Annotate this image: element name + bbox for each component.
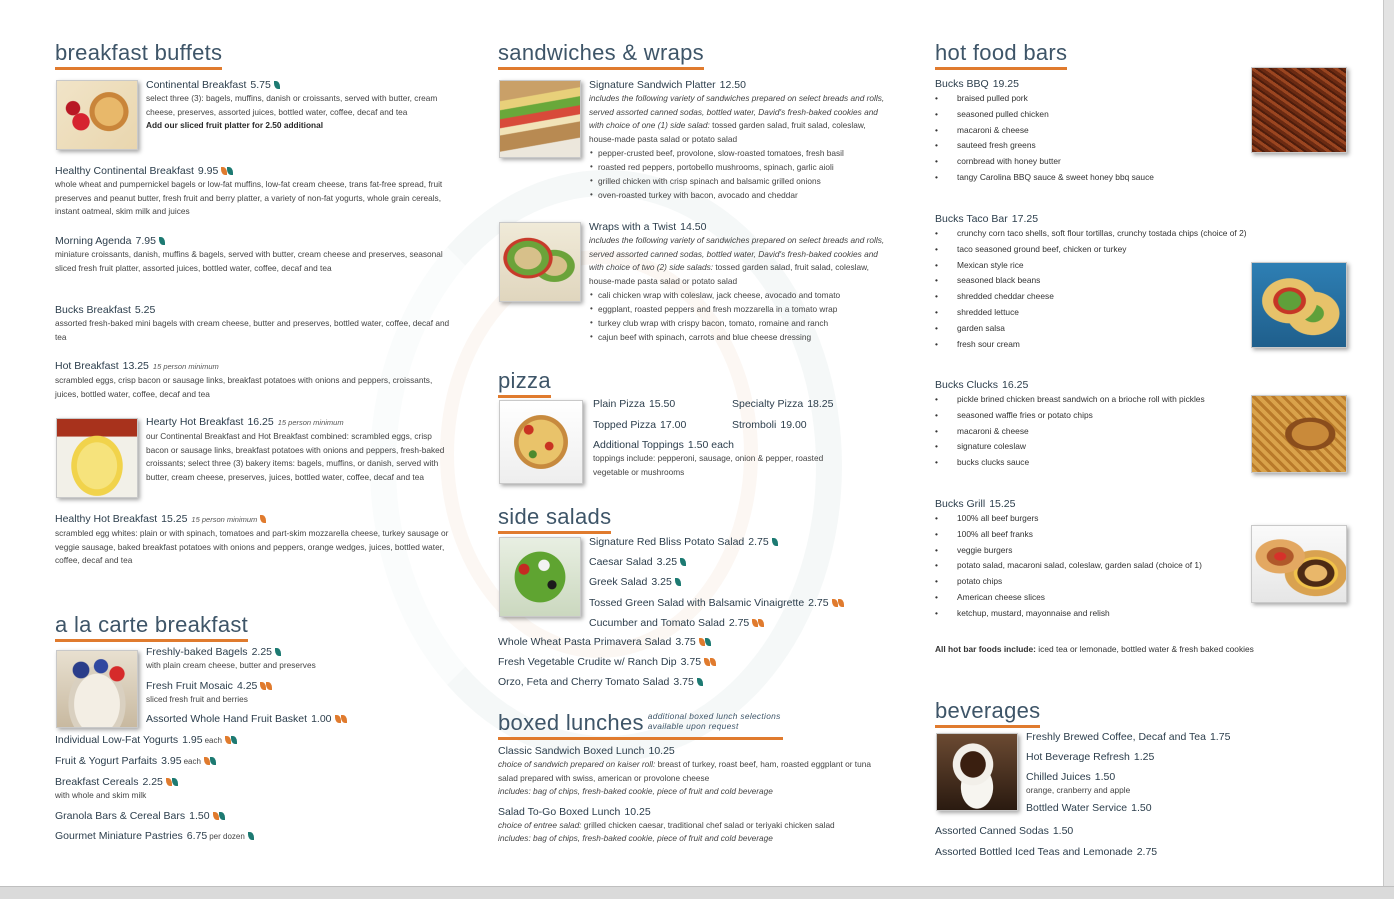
wraps-photo: [499, 222, 581, 302]
bucks-breakfast-desc: assorted fresh-baked mini bagels with cream cheese, butter and preserves, bottled water, coffee, decaf and tea: [55, 318, 450, 342]
morning-agenda-title: Morning Agenda 7.95: [55, 234, 453, 248]
list-item: • pickle brined chicken breast sandwich on a brioche roll with pickles: [935, 392, 1255, 408]
bagels-desc: with plain cream cheese, butter and preserves: [146, 660, 316, 670]
sandwich-platter-title: Signature Sandwich Platter 12.50: [589, 79, 746, 91]
cereals-desc: with whole and skim milk: [55, 790, 147, 800]
hot-food-bars-heading: hot food bars: [935, 40, 1067, 70]
list-item: • fresh sour cream: [935, 337, 1295, 353]
toppings-title: Additional Toppings 1.50 each: [593, 439, 735, 451]
list-item: • pepper-crusted beef, provolone, slow-roasted tomatoes, fresh basil: [589, 146, 889, 160]
leaf-green-icon: [172, 778, 178, 786]
column-left: [55, 40, 455, 842]
muffin-photo: [56, 80, 138, 150]
leaf-orange-icon: [335, 715, 341, 723]
taco-bar-title: Bucks Taco Bar 17.25: [935, 213, 1039, 225]
column-middle: [498, 40, 893, 843]
leaf-green-icon: [675, 578, 681, 586]
taco-bar-list: [935, 226, 1295, 352]
breakfast-buffets-heading: breakfast buffets: [55, 40, 222, 70]
list-item: • ketchup, mustard, mayonnaise and relish: [935, 606, 1255, 622]
classic-boxed-desc: choice of sandwich prepared on kaiser roll: breast of turkey, roast beef, ham, roasted eggplant or tuna salad prepared with swiss, american or provolone cheese: [498, 759, 871, 783]
hearty-hot-title: Hearty Hot Breakfast 16.25 15 person minimum: [146, 416, 344, 428]
list-item: • oven-roasted turkey with bacon, avocado and cheddar: [589, 188, 889, 202]
fruit-basket-title: Assorted Whole Hand Fruit Basket 1.00: [146, 712, 451, 726]
sandwich-platter-list: [589, 146, 889, 202]
hot-breakfast-title: Hot Breakfast 13.25 15 person minimum: [55, 360, 219, 372]
list-item: • grilled chicken with crisp spinach and balsamic grilled onions: [589, 174, 889, 188]
parfaits-title: Fruit & Yogurt Parfaits 3.95 each: [55, 754, 453, 769]
healthy-continental-desc: whole wheat and pumpernickel bagels or low-fat muffins, low-fat cream cheese, trans fat-free spread, fruit preserves and peanut butter, fresh fruit and berry platter, a variety of non-fat yogurts, whole grain cereals, instant oatmeal, skim milk and juices: [55, 179, 443, 216]
classic-boxed-title: Classic Sandwich Boxed Lunch 10.25: [498, 745, 675, 757]
list-item: • macaroni & cheese: [935, 123, 1245, 139]
right-scroll-edge: [1383, 0, 1394, 886]
healthy-continental-title: Healthy Continental Breakfast 9.95: [55, 164, 453, 178]
morning-agenda-desc: miniature croissants, danish, muffins & bagels, served with butter, cream cheese and preserves, seasonal sliced fresh fruit platter, assorted juices, bottled water, coffee, decaf and tea: [55, 249, 443, 273]
wraps-title: Wraps with a Twist 14.50: [589, 221, 707, 233]
sodas-title: Assorted Canned Sodas 1.50: [935, 825, 1074, 837]
list-item: • signature coleslaw: [935, 439, 1255, 455]
bucks-grill-list: [935, 511, 1255, 622]
leaf-green-icon: [159, 237, 165, 245]
list-item: • veggie burgers: [935, 543, 1255, 559]
leaf-green-icon: [274, 81, 280, 89]
wraps-list: [589, 288, 889, 344]
list-item: • cornbread with honey butter: [935, 154, 1245, 170]
yogurt-parfait-photo: [56, 650, 138, 728]
leaf-orange-icon: [710, 658, 716, 666]
list-item: • 100% all beef franks: [935, 527, 1255, 543]
leaf-orange-icon: [213, 812, 219, 820]
list-item: • turkey club wrap with crispy bacon, tomato, romaine and ranch: [589, 316, 889, 330]
list-item: • potato salad, macaroni salad, coleslaw, garden salad (choice of 1): [935, 558, 1255, 574]
hearty-hot-desc: our Continental Breakfast and Hot Breakfast combined: scrambled eggs, crisp bacon or sausage links, breakfast potatoes with onions and peppers, fresh-baked croissants; select three (3) bakery items: bagels, muffins, or danish, served with butter, cream cheese, preserves, juices, bottled water, coffee, decaf and tea: [146, 431, 445, 482]
leaf-orange-icon: [758, 619, 764, 627]
salad-boxed-desc: choice of entree salad: grilled chicken caesar, traditional chef salad or teriyaki chicken salad: [498, 819, 835, 830]
bottom-edge: [0, 886, 1394, 899]
plain-pizza: Plain Pizza 15.50: [593, 398, 676, 410]
side-salad-item: Whole Wheat Pasta Primavera Salad 3.75: [498, 635, 888, 655]
side-salad-item: Cucumber and Tomato Salad 2.75: [589, 616, 889, 636]
iced-teas-title: Assorted Bottled Iced Teas and Lemonade 2.75: [935, 846, 1158, 858]
leaf-green-icon: [227, 167, 233, 175]
coffee-title: Freshly Brewed Coffee, Decaf and Tea 1.75: [1026, 731, 1231, 743]
list-item: • sauteed fresh greens: [935, 138, 1245, 154]
bucks-bbq-title: Bucks BBQ 19.25: [935, 78, 1019, 90]
bucks-bbq-list: [935, 91, 1245, 186]
leaf-green-icon: [248, 832, 254, 840]
boxed-lunches-subtitle: additional boxed lunch selections available upon request: [647, 711, 781, 731]
list-item: • braised pulled pork: [935, 91, 1245, 107]
leaf-green-icon: [210, 757, 216, 765]
list-item: • crunchy corn taco shells, soft flour tortillas, crunchy tostada chips (choice of 2): [935, 226, 1295, 242]
leaf-orange-icon: [166, 778, 172, 786]
salad-photo: [499, 537, 581, 617]
list-item: • seasoned pulled chicken: [935, 107, 1245, 123]
juices-desc: orange, cranberry and apple: [1026, 785, 1131, 795]
yogurts-title: Individual Low-Fat Yogurts 1.95 each: [55, 733, 453, 748]
a-la-carte-heading: a la carte breakfast: [55, 612, 248, 642]
leaf-green-icon: [219, 812, 225, 820]
toppings-desc: toppings include: pepperoni, sausage, onion & pepper, roasted vegetable or mushrooms: [593, 453, 824, 477]
topped-pizza: Topped Pizza 17.00: [593, 419, 687, 431]
healthy-hot-desc: scrambled egg whites: plain or with spinach, tomatoes and part-skim mozzarella cheese, turkey sausage or veggie sausage, baked breakfast potatoes with onions and peppers, orange wedges, juices, bottled water, coffee, decaf and tea: [55, 528, 449, 565]
bucks-clucks-list: [935, 392, 1255, 471]
pulled-pork-photo: [1251, 67, 1347, 153]
leaf-green-icon: [772, 538, 778, 546]
sandwich-platter-desc: includes the following variety of sandwiches prepared on select breads and rolls, served assorted canned sodas, bottled water, David's fresh-baked cookies and with choice of one (1) side salad: tossed garden salad, fruit salad, coleslaw, house-made pasta salad or potato salad: [589, 93, 885, 144]
pizza-photo: [499, 400, 583, 484]
continental-breakfast-desc: select three (3): bagels, muffins, danish or croissants, served with butter, cream cheese, preserves, assorted juices, bottled water, coffee, decaf and tea: [146, 93, 438, 117]
burger-hotdog-photo: [1251, 525, 1347, 603]
juices-title: Chilled Juices 1.50: [1026, 771, 1116, 783]
fruit-mosaic-title: Fresh Fruit Mosaic 4.25: [146, 679, 451, 693]
side-salad-item: Signature Red Bliss Potato Salad 2.75: [589, 535, 889, 555]
hot-refresh-title: Hot Beverage Refresh 1.25: [1026, 751, 1155, 763]
bagels-title: Freshly-baked Bagels 2.25: [146, 645, 451, 659]
leaf-orange-icon: [341, 715, 347, 723]
side-salads-heading: side salads: [498, 504, 611, 534]
list-item: • garden salsa: [935, 321, 1295, 337]
bucks-clucks-title: Bucks Clucks 16.25: [935, 379, 1029, 391]
list-item: • cajun beef with spinach, carrots and blue cheese dressing: [589, 330, 889, 344]
boxed-lunches-heading: boxed lunches additional boxed lunch selections available upon request: [498, 710, 783, 740]
leaf-orange-icon: [699, 638, 705, 646]
list-item: • eggplant, roasted peppers and fresh mozzarella in a tomato wrap: [589, 302, 889, 316]
continental-breakfast-title: Continental Breakfast 5.75: [146, 78, 451, 92]
list-item: • roasted red peppers, portobello mushrooms, spinach, garlic aioli: [589, 160, 889, 174]
sandwich-photo: [499, 80, 581, 158]
leaf-orange-icon: [832, 599, 838, 607]
classic-boxed-includes: includes: bag of chips, fresh-baked cookie, piece of fruit and cold beverage: [498, 786, 773, 796]
list-item: • shredded cheddar cheese: [935, 289, 1295, 305]
list-item: • taco seasoned ground beef, chicken or turkey: [935, 242, 1295, 258]
side-salad-item: Orzo, Feta and Cherry Tomato Salad 3.75: [498, 675, 888, 695]
fruit-platter-note: Add our sliced fruit platter for 2.50 additional: [146, 120, 324, 130]
list-item: • cali chicken wrap with coleslaw, jack cheese, avocado and tomato: [589, 288, 889, 302]
chicken-sandwich-photo: [1251, 395, 1347, 473]
pizza-row-2: [593, 418, 893, 438]
leaf-green-icon: [705, 638, 711, 646]
leaf-green-icon: [680, 558, 686, 566]
hot-bar-includes-note: All hot bar foods include: iced tea or lemonade, bottled water & fresh baked cookies: [935, 644, 1254, 654]
leaf-green-icon: [697, 678, 703, 686]
stromboli: Stromboli 19.00: [732, 419, 807, 431]
coffee-cup-photo: [936, 733, 1018, 811]
salad-boxed-includes: includes: bag of chips, fresh-baked cookie, piece of fruit and cold beverage: [498, 833, 773, 843]
list-item: • tangy Carolina BBQ sauce & sweet honey bbq sauce: [935, 170, 1245, 186]
list-item: • potato chips: [935, 574, 1255, 590]
water-title: Bottled Water Service 1.50: [1026, 801, 1152, 814]
wraps-desc: includes the following variety of sandwiches prepared on select breads and rolls, served assorted canned sodas, bottled water, David's fresh-baked cookies and with choice of two (2) side salads: tossed garden salad, fruit salad, coleslaw, house-made pasta salad or potato salad: [589, 235, 885, 286]
bucks-breakfast-title: Bucks Breakfast 5.25: [55, 304, 156, 316]
leaf-orange-icon: [266, 682, 272, 690]
list-item: • Mexican style rice: [935, 258, 1295, 274]
salad-boxed-title: Salad To-Go Boxed Lunch 10.25: [498, 805, 651, 818]
leaf-green-icon: [231, 736, 237, 744]
scrambled-eggs-photo: [56, 418, 138, 498]
leaf-orange-icon: [260, 515, 266, 523]
fruit-mosaic-desc: sliced fresh fruit and berries: [146, 693, 248, 704]
cereals-title: Breakfast Cereals 2.25: [55, 775, 453, 789]
side-salad-item: Caesar Salad 3.25: [589, 555, 889, 575]
pizza-heading: pizza: [498, 368, 551, 398]
bucks-grill-title: Bucks Grill 15.25: [935, 498, 1016, 510]
specialty-pizza: Specialty Pizza 18.25: [732, 398, 834, 410]
granola-title: Granola Bars & Cereal Bars 1.50: [55, 809, 453, 823]
list-item: • seasoned black beans: [935, 273, 1295, 289]
list-item: • American cheese slices: [935, 590, 1255, 606]
pastries-title: Gourmet Miniature Pastries 6.75 per dozen: [55, 829, 453, 844]
beverages-heading: beverages: [935, 698, 1040, 728]
list-item: • bucks clucks sauce: [935, 455, 1255, 471]
side-salad-item: Fresh Vegetable Crudite w/ Ranch Dip 3.75: [498, 655, 888, 675]
pizza-row-1: [593, 397, 893, 418]
healthy-hot-title: Healthy Hot Breakfast 15.25 15 person minimum: [55, 512, 455, 527]
list-item: • 100% all beef burgers: [935, 511, 1255, 527]
side-salad-item: Greek Salad 3.25: [589, 575, 889, 596]
leaf-green-icon: [275, 648, 281, 656]
list-item: • shredded lettuce: [935, 305, 1295, 321]
list-item: • macaroni & cheese: [935, 424, 1255, 440]
hot-breakfast-desc: scrambled eggs, crisp bacon or sausage links, breakfast potatoes with onions and peppers, croissants, juices, bottled water, coffee, decaf and tea: [55, 375, 433, 399]
column-right: [935, 40, 1350, 858]
side-salad-item: Tossed Green Salad with Balsamic Vinaigrette 2.75: [589, 596, 889, 616]
list-item: • seasoned waffle fries or potato chips: [935, 408, 1255, 424]
sandwiches-heading: sandwiches & wraps: [498, 40, 704, 70]
leaf-orange-icon: [838, 599, 844, 607]
